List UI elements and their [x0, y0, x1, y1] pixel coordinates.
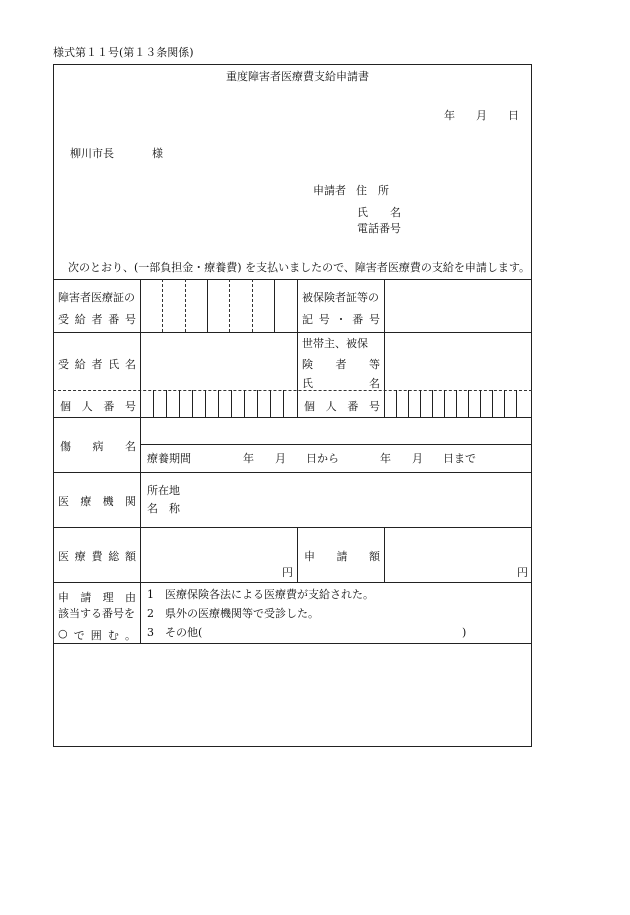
- digit-divider: [516, 390, 517, 417]
- applicant-label: 申請者: [313, 184, 346, 197]
- grid-line: [140, 279, 141, 643]
- digit-divider: [185, 279, 186, 332]
- form-title: 重度障害者医療費支給申請書: [226, 70, 369, 83]
- institution-location-label: 所在地: [147, 484, 180, 497]
- reason-label-line1: 申 請 理 由: [58, 591, 136, 604]
- digit-divider: [218, 390, 219, 417]
- treatment-year1: 年: [243, 452, 254, 465]
- digit-divider: [396, 390, 397, 417]
- digit-divider: [207, 279, 208, 332]
- digit-divider: [252, 279, 253, 332]
- institution-name-label: 名 称: [147, 502, 180, 515]
- digit-divider: [408, 390, 409, 417]
- cert-label-line2: 受 給 者 番 号: [58, 313, 136, 326]
- grid-line: [53, 643, 532, 644]
- reason-option-2[interactable]: 2 県外の医療機関等で受診した。: [147, 607, 319, 620]
- grid-line: [53, 279, 532, 280]
- grid-line: [53, 332, 532, 333]
- grid-line: [53, 582, 532, 583]
- grid-line: [53, 472, 532, 473]
- digit-divider: [444, 390, 445, 417]
- digit-divider: [420, 390, 421, 417]
- medical-institution-label: 医 療 機 関: [58, 495, 136, 508]
- digit-divider: [456, 390, 457, 417]
- digit-divider: [468, 390, 469, 417]
- household-label-line3: 氏 名: [302, 377, 380, 390]
- reason-option-3-close: ): [462, 626, 467, 639]
- treatment-day-from: 日から: [306, 452, 339, 465]
- statement-text: 次のとおり、(一部負担金・療養費) を支払いましたので、障害者医療費の支給を申請します。: [68, 261, 530, 274]
- date-month[interactable]: 月: [476, 109, 487, 122]
- digit-divider: [179, 390, 180, 417]
- digit-divider: [192, 390, 193, 417]
- reason-label-line2: 該当する番号を: [58, 607, 135, 620]
- treatment-period-label: 療養期間: [147, 452, 191, 465]
- household-label-line1: 世帯主、被保: [302, 337, 368, 350]
- digit-divider: [492, 390, 493, 417]
- personal-number-label-right: 個 人 番 号: [304, 400, 380, 413]
- grid-line: [384, 279, 385, 417]
- form-number: 様式第１１号(第１３条関係): [53, 46, 194, 59]
- treatment-month1: 月: [275, 452, 286, 465]
- total-yen-unit: 円: [282, 566, 293, 579]
- grid-line: [53, 417, 532, 418]
- treatment-day-until: 日まで: [443, 452, 476, 465]
- personal-number-label: 個 人 番 号: [60, 400, 136, 413]
- digit-divider: [205, 390, 206, 417]
- claim-yen-unit: 円: [517, 566, 528, 579]
- reason-label-line3: ○ で 囲 む 。: [58, 627, 136, 642]
- addressee-name: 柳川市長: [70, 147, 114, 160]
- household-label-line2: 険 者 等: [302, 358, 380, 371]
- digit-divider: [153, 390, 154, 417]
- total-medical-cost-label: 医 療 費 総 額: [58, 550, 136, 563]
- digit-divider: [229, 279, 230, 332]
- date-year[interactable]: 年: [444, 109, 455, 122]
- cert-label-line1: 障害者医療証の: [58, 291, 135, 304]
- insurance-label-line1: 被保険者証等の: [302, 291, 379, 304]
- treatment-year2: 年: [380, 452, 391, 465]
- digit-divider: [162, 279, 163, 332]
- digit-divider: [166, 390, 167, 417]
- addressee-honorific: 様: [152, 147, 163, 160]
- digit-divider: [270, 390, 271, 417]
- applicant-name-label: 氏 名: [357, 206, 401, 219]
- digit-divider: [504, 390, 505, 417]
- digit-divider: [257, 390, 258, 417]
- digit-divider: [244, 390, 245, 417]
- applicant-address-label: 住 所: [356, 184, 389, 197]
- grid-line: [53, 390, 532, 391]
- digit-divider: [274, 279, 275, 332]
- grid-line: [297, 527, 298, 582]
- reason-option-3[interactable]: 3 その他(: [147, 626, 203, 639]
- reason-option-1[interactable]: 1 医療保険各法による医療費が支給された。: [147, 588, 374, 601]
- claim-amount-label: 申 請 額: [304, 550, 380, 563]
- digit-divider: [283, 390, 284, 417]
- digit-divider: [480, 390, 481, 417]
- insurance-label-line2: 記 号 ・ 番 号: [302, 313, 380, 326]
- disease-label: 傷 病 名: [60, 440, 136, 453]
- treatment-month2: 月: [412, 452, 423, 465]
- digit-divider: [231, 390, 232, 417]
- digit-divider: [432, 390, 433, 417]
- grid-line: [384, 527, 385, 582]
- recipient-name-label: 受 給 者 氏 名: [58, 358, 136, 371]
- grid-line: [140, 444, 532, 445]
- applicant-phone-label: 電話番号: [357, 222, 401, 235]
- grid-line: [53, 527, 532, 528]
- date-day[interactable]: 日: [508, 109, 519, 122]
- grid-line: [297, 279, 298, 417]
